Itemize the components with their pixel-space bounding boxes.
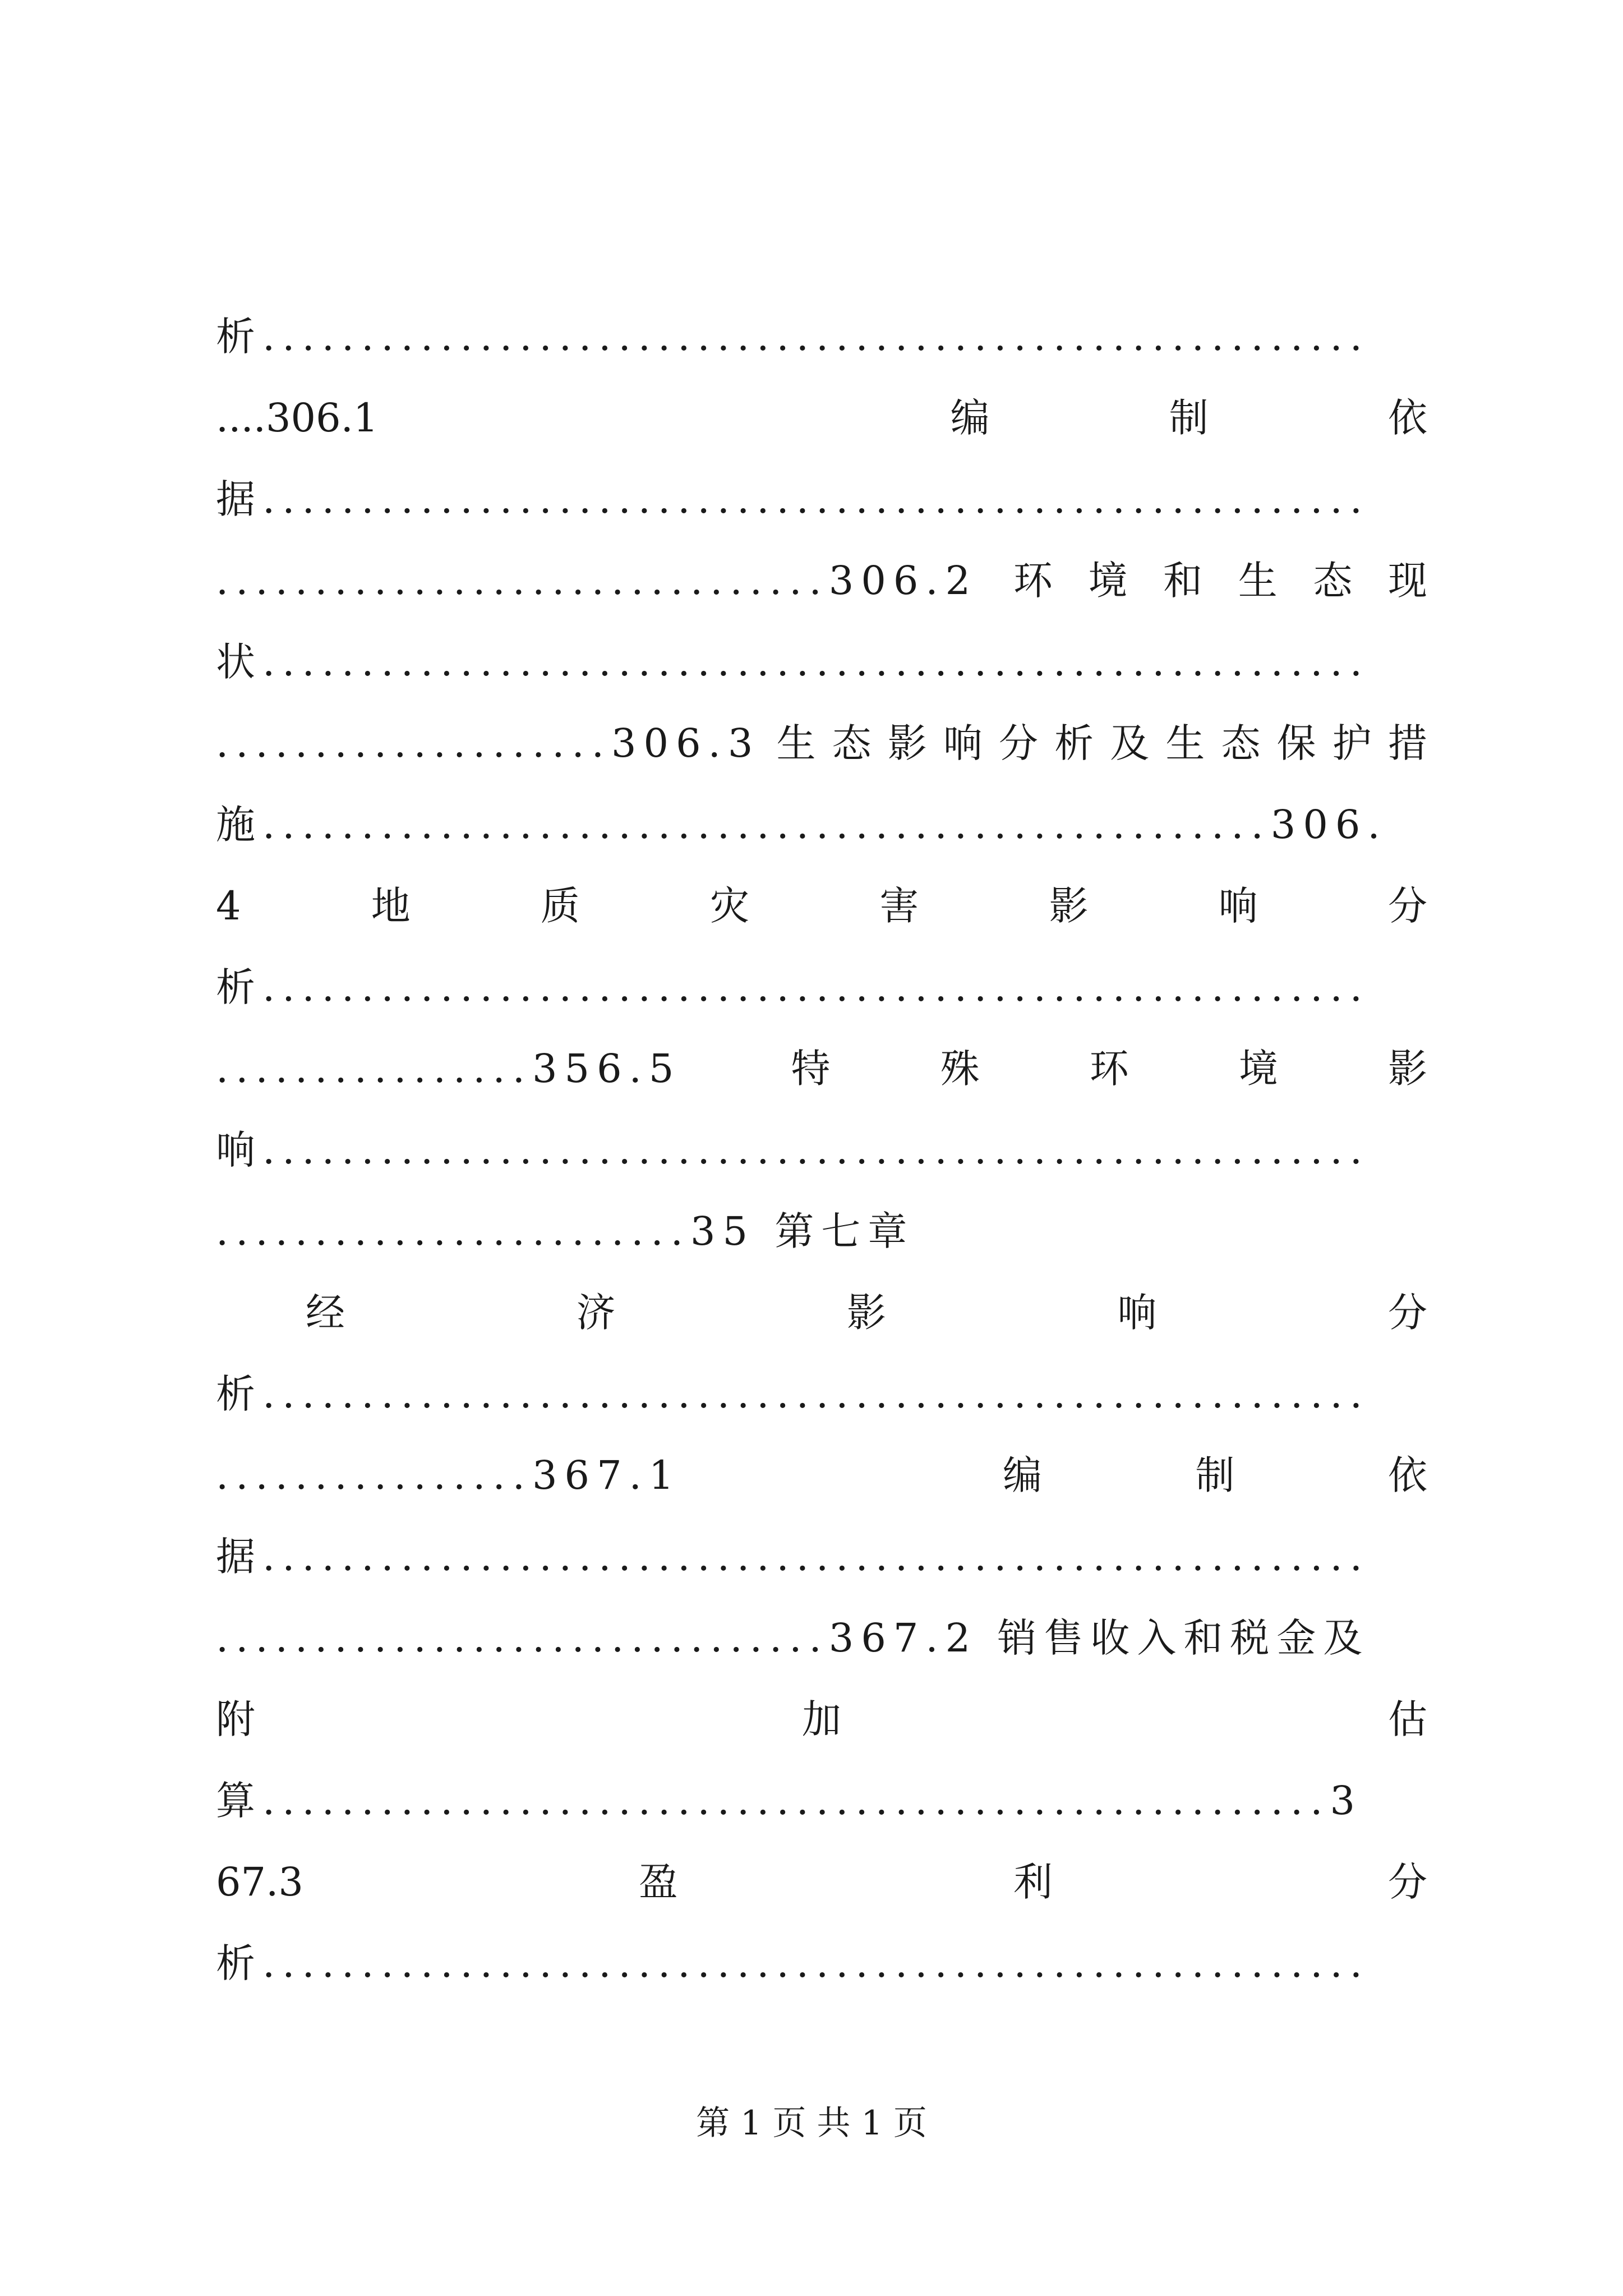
- toc-char: 境: [1088, 558, 1128, 604]
- toc-char: 响: [1218, 883, 1258, 929]
- toc-number: ................367.1: [216, 1452, 681, 1498]
- toc-char: 分: [1388, 1290, 1427, 1336]
- toc-number: ....................306.3: [216, 720, 760, 766]
- toc-char: 制: [1195, 1452, 1235, 1498]
- toc-char: 加: [802, 1696, 841, 1742]
- toc-char: 依: [1387, 395, 1427, 441]
- toc-char: 编: [1002, 1452, 1042, 1498]
- toc-line: 施...................................................306.: [216, 802, 1387, 848]
- toc-line: 析........................................................: [216, 314, 1370, 360]
- toc-line: 响........................................................: [216, 1127, 1370, 1173]
- toc-char: 地: [371, 883, 411, 929]
- toc-line: [216, 872, 1427, 940]
- toc-char: 估: [1388, 1696, 1427, 1742]
- toc-char: 态: [1221, 720, 1261, 766]
- toc-line: [216, 710, 1427, 777]
- toc-char: 利: [1013, 1859, 1053, 1905]
- toc-char: 护: [1332, 720, 1372, 766]
- toc-line: ...............................367.2 销售收入和税金及: [216, 1615, 1370, 1661]
- toc-line: 据........................................................: [216, 476, 1370, 522]
- toc-line: ........................35 第七章: [216, 1208, 915, 1254]
- toc-char: 生: [1165, 720, 1205, 766]
- toc-number: 4: [216, 883, 241, 929]
- toc-line: [216, 1035, 1427, 1102]
- toc-line: [216, 1686, 1427, 1753]
- toc-line: 析........................................................: [216, 964, 1370, 1010]
- toc-char: 响: [1117, 1290, 1157, 1336]
- toc-char: 特: [791, 1046, 831, 1092]
- toc-char: 态: [832, 720, 872, 766]
- toc-char: 灾: [710, 883, 750, 929]
- toc-char: 态: [1313, 558, 1353, 604]
- toc-line: [216, 384, 1427, 452]
- toc-char: 经: [306, 1290, 345, 1336]
- toc-char: 制: [1169, 395, 1209, 441]
- toc-char: 影: [1387, 1046, 1427, 1092]
- toc-char: 依: [1387, 1452, 1427, 1498]
- toc-char: 保: [1276, 720, 1316, 766]
- toc-line: 状........................................................: [216, 639, 1370, 685]
- toc-char: 生: [1238, 558, 1278, 604]
- toc-char: 影: [1049, 883, 1089, 929]
- toc-char: 及: [1110, 720, 1150, 766]
- toc-char: 影: [887, 720, 927, 766]
- toc-char: 影: [847, 1290, 886, 1336]
- toc-char: 境: [1238, 1046, 1278, 1092]
- toc-line: 据........................................................: [216, 1534, 1370, 1580]
- toc-line: [216, 1848, 1427, 1916]
- toc-line: [306, 1279, 1427, 1346]
- toc-number: ...............................306.2: [216, 558, 978, 604]
- toc-number: ................356.5: [216, 1046, 681, 1092]
- toc-number: ....306.1: [216, 395, 379, 441]
- toc-line: 析........................................................: [216, 1940, 1370, 1986]
- toc-char: 响: [943, 720, 983, 766]
- toc-char: 编: [950, 395, 990, 441]
- toc-char: 环: [1013, 558, 1053, 604]
- toc-char: 现: [1387, 558, 1427, 604]
- toc-char: 析: [1054, 720, 1094, 766]
- toc-char: 分: [1388, 1859, 1427, 1905]
- toc-char: 措: [1387, 720, 1427, 766]
- toc-char: 和: [1163, 558, 1203, 604]
- toc-char: 环: [1089, 1046, 1129, 1092]
- toc-char: 分: [1387, 883, 1427, 929]
- toc-char: 生: [776, 720, 816, 766]
- toc-char: 附: [216, 1696, 255, 1742]
- toc-char: 害: [879, 883, 919, 929]
- page-footer: 第 1 页 共 1 页: [696, 2104, 927, 2143]
- toc-char: 殊: [940, 1046, 980, 1092]
- toc-line: [216, 547, 1427, 614]
- toc-line: 算......................................................3: [216, 1778, 1363, 1824]
- toc-line: [216, 1442, 1427, 1509]
- toc-char: 盈: [638, 1859, 678, 1905]
- toc-char: 分: [999, 720, 1039, 766]
- toc-char: 质: [540, 883, 580, 929]
- toc-line: 析........................................................: [216, 1371, 1370, 1417]
- toc-char: 济: [576, 1290, 616, 1336]
- toc-number: 67.3: [216, 1859, 303, 1905]
